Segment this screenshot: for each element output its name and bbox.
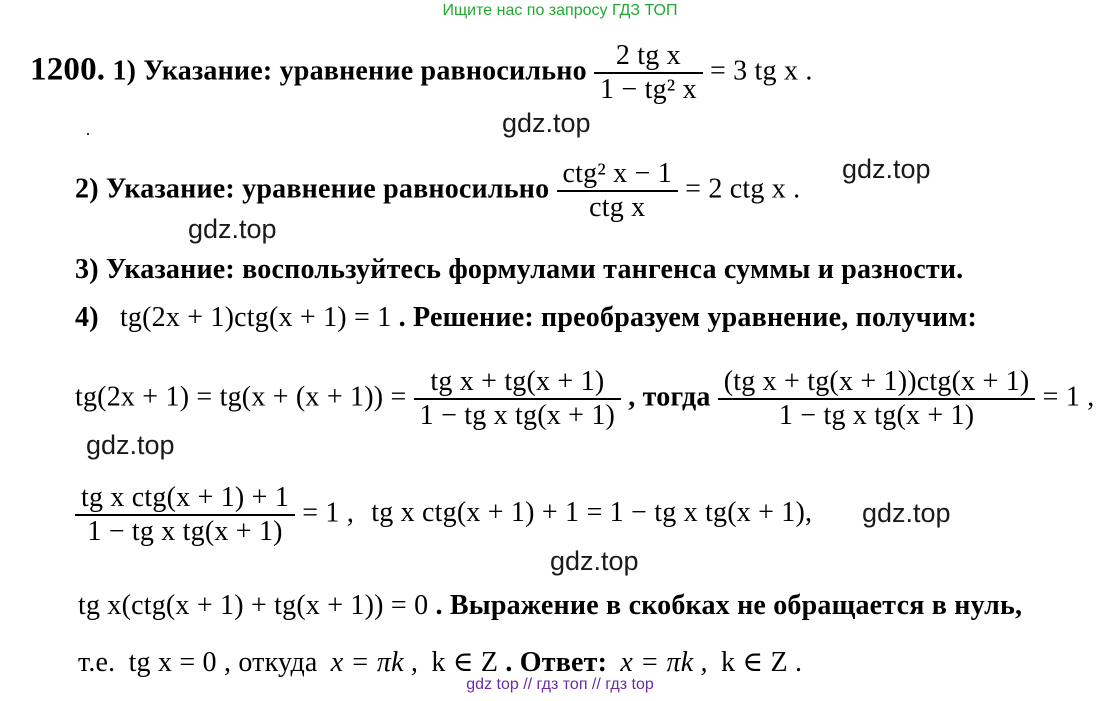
item-1-prefix: 1) Указание: уравнение равносильно	[112, 55, 587, 87]
item-3: 3) Указание: воспользуйтесь формулами тангенса суммы и разности.	[75, 254, 964, 285]
item-2-denominator: ctg x	[557, 190, 678, 224]
item-1-fraction	[594, 40, 703, 106]
line-5-fraction-2	[718, 366, 1036, 432]
item-1-denominator: 1 − tg² x	[594, 72, 703, 106]
bottom-banner[interactable]: gdz top // гдз топ // гдз top	[466, 676, 654, 693]
line-6	[75, 482, 812, 548]
item-2-prefix: 2) Указание: уравнение равносильно	[75, 173, 550, 205]
line-5-fraction-1-den: 1 − tg x tg(x + 1)	[414, 398, 621, 432]
line-8	[78, 645, 802, 679]
watermark: gdz.top	[188, 214, 277, 244]
line-7	[78, 590, 1022, 622]
item-2-numerator: ctg² x − 1	[562, 158, 672, 189]
line-6-fraction-den: 1 − tg x tg(x + 1)	[75, 514, 295, 548]
line-8-equation-1: tg x = 0	[128, 647, 217, 678]
line-8-solution-2: x = πk ,	[620, 647, 708, 678]
watermark: gdz.top	[862, 498, 951, 528]
watermark: gdz.top	[550, 546, 639, 576]
item-2-rhs: = 2 ctg x .	[685, 173, 801, 205]
line-5-lhs: tg(2x + 1) = tg(x + (x + 1)) =	[75, 381, 407, 413]
item-1	[30, 40, 813, 106]
problem-number: 1200.	[30, 51, 106, 88]
line-7-rest: . Выражение в скобках не обращается в нуль,	[435, 590, 1023, 621]
line-5	[75, 366, 1094, 432]
top-banner[interactable]: Ищите нас по запросу ГДЗ ТОП	[442, 2, 678, 19]
item-1-rhs: = 3 tg x .	[709, 55, 813, 87]
line-6-fraction-num: tg x ctg(x + 1) + 1	[81, 482, 290, 513]
stray-dot	[87, 133, 89, 135]
line-5-fraction-1	[414, 366, 621, 432]
line-8-otkuda: , откуда	[223, 647, 318, 678]
line-8-te: т.е.	[78, 647, 116, 678]
item-4-rest: . Решение: преобразуем уравнение, получим:	[398, 302, 978, 333]
watermark: gdz.top	[842, 154, 931, 184]
line-5-fraction-2-num: (tg x + tg(x + 1))ctg(x + 1)	[723, 366, 1030, 397]
line-7-equation: tg x(ctg(x + 1) + tg(x + 1)) = 0	[78, 590, 429, 621]
item-4-label: 4)	[75, 302, 99, 333]
line-5-fraction-2-den: 1 − tg x tg(x + 1)	[718, 398, 1036, 432]
watermark: gdz.top	[86, 430, 175, 460]
line-8-solution-1: x = πk ,	[330, 647, 419, 678]
line-6-fraction	[75, 482, 295, 548]
item-2	[75, 158, 800, 224]
item-4-equation: tg(2x + 1)ctg(x + 1) = 1	[119, 302, 392, 333]
line-8-answer-label: . Ответ:	[505, 647, 608, 678]
line-5-rhs: = 1 ,	[1042, 381, 1095, 413]
item-1-numerator: 2 tg x	[615, 40, 681, 71]
line-5-mid: , тогда	[628, 381, 711, 413]
watermark: gdz.top	[502, 108, 591, 138]
item-4	[75, 302, 977, 334]
line-6-equation-2: tg x ctg(x + 1) + 1 = 1 − tg x tg(x + 1),	[371, 497, 813, 529]
item-2-fraction	[557, 158, 678, 224]
line-8-condition-1: k ∈ Z	[431, 647, 499, 678]
line-8-condition-2: k ∈ Z .	[720, 647, 803, 678]
line-5-fraction-1-num: tg x + tg(x + 1)	[430, 366, 605, 397]
line-6-rhs-1: = 1 ,	[302, 497, 355, 529]
